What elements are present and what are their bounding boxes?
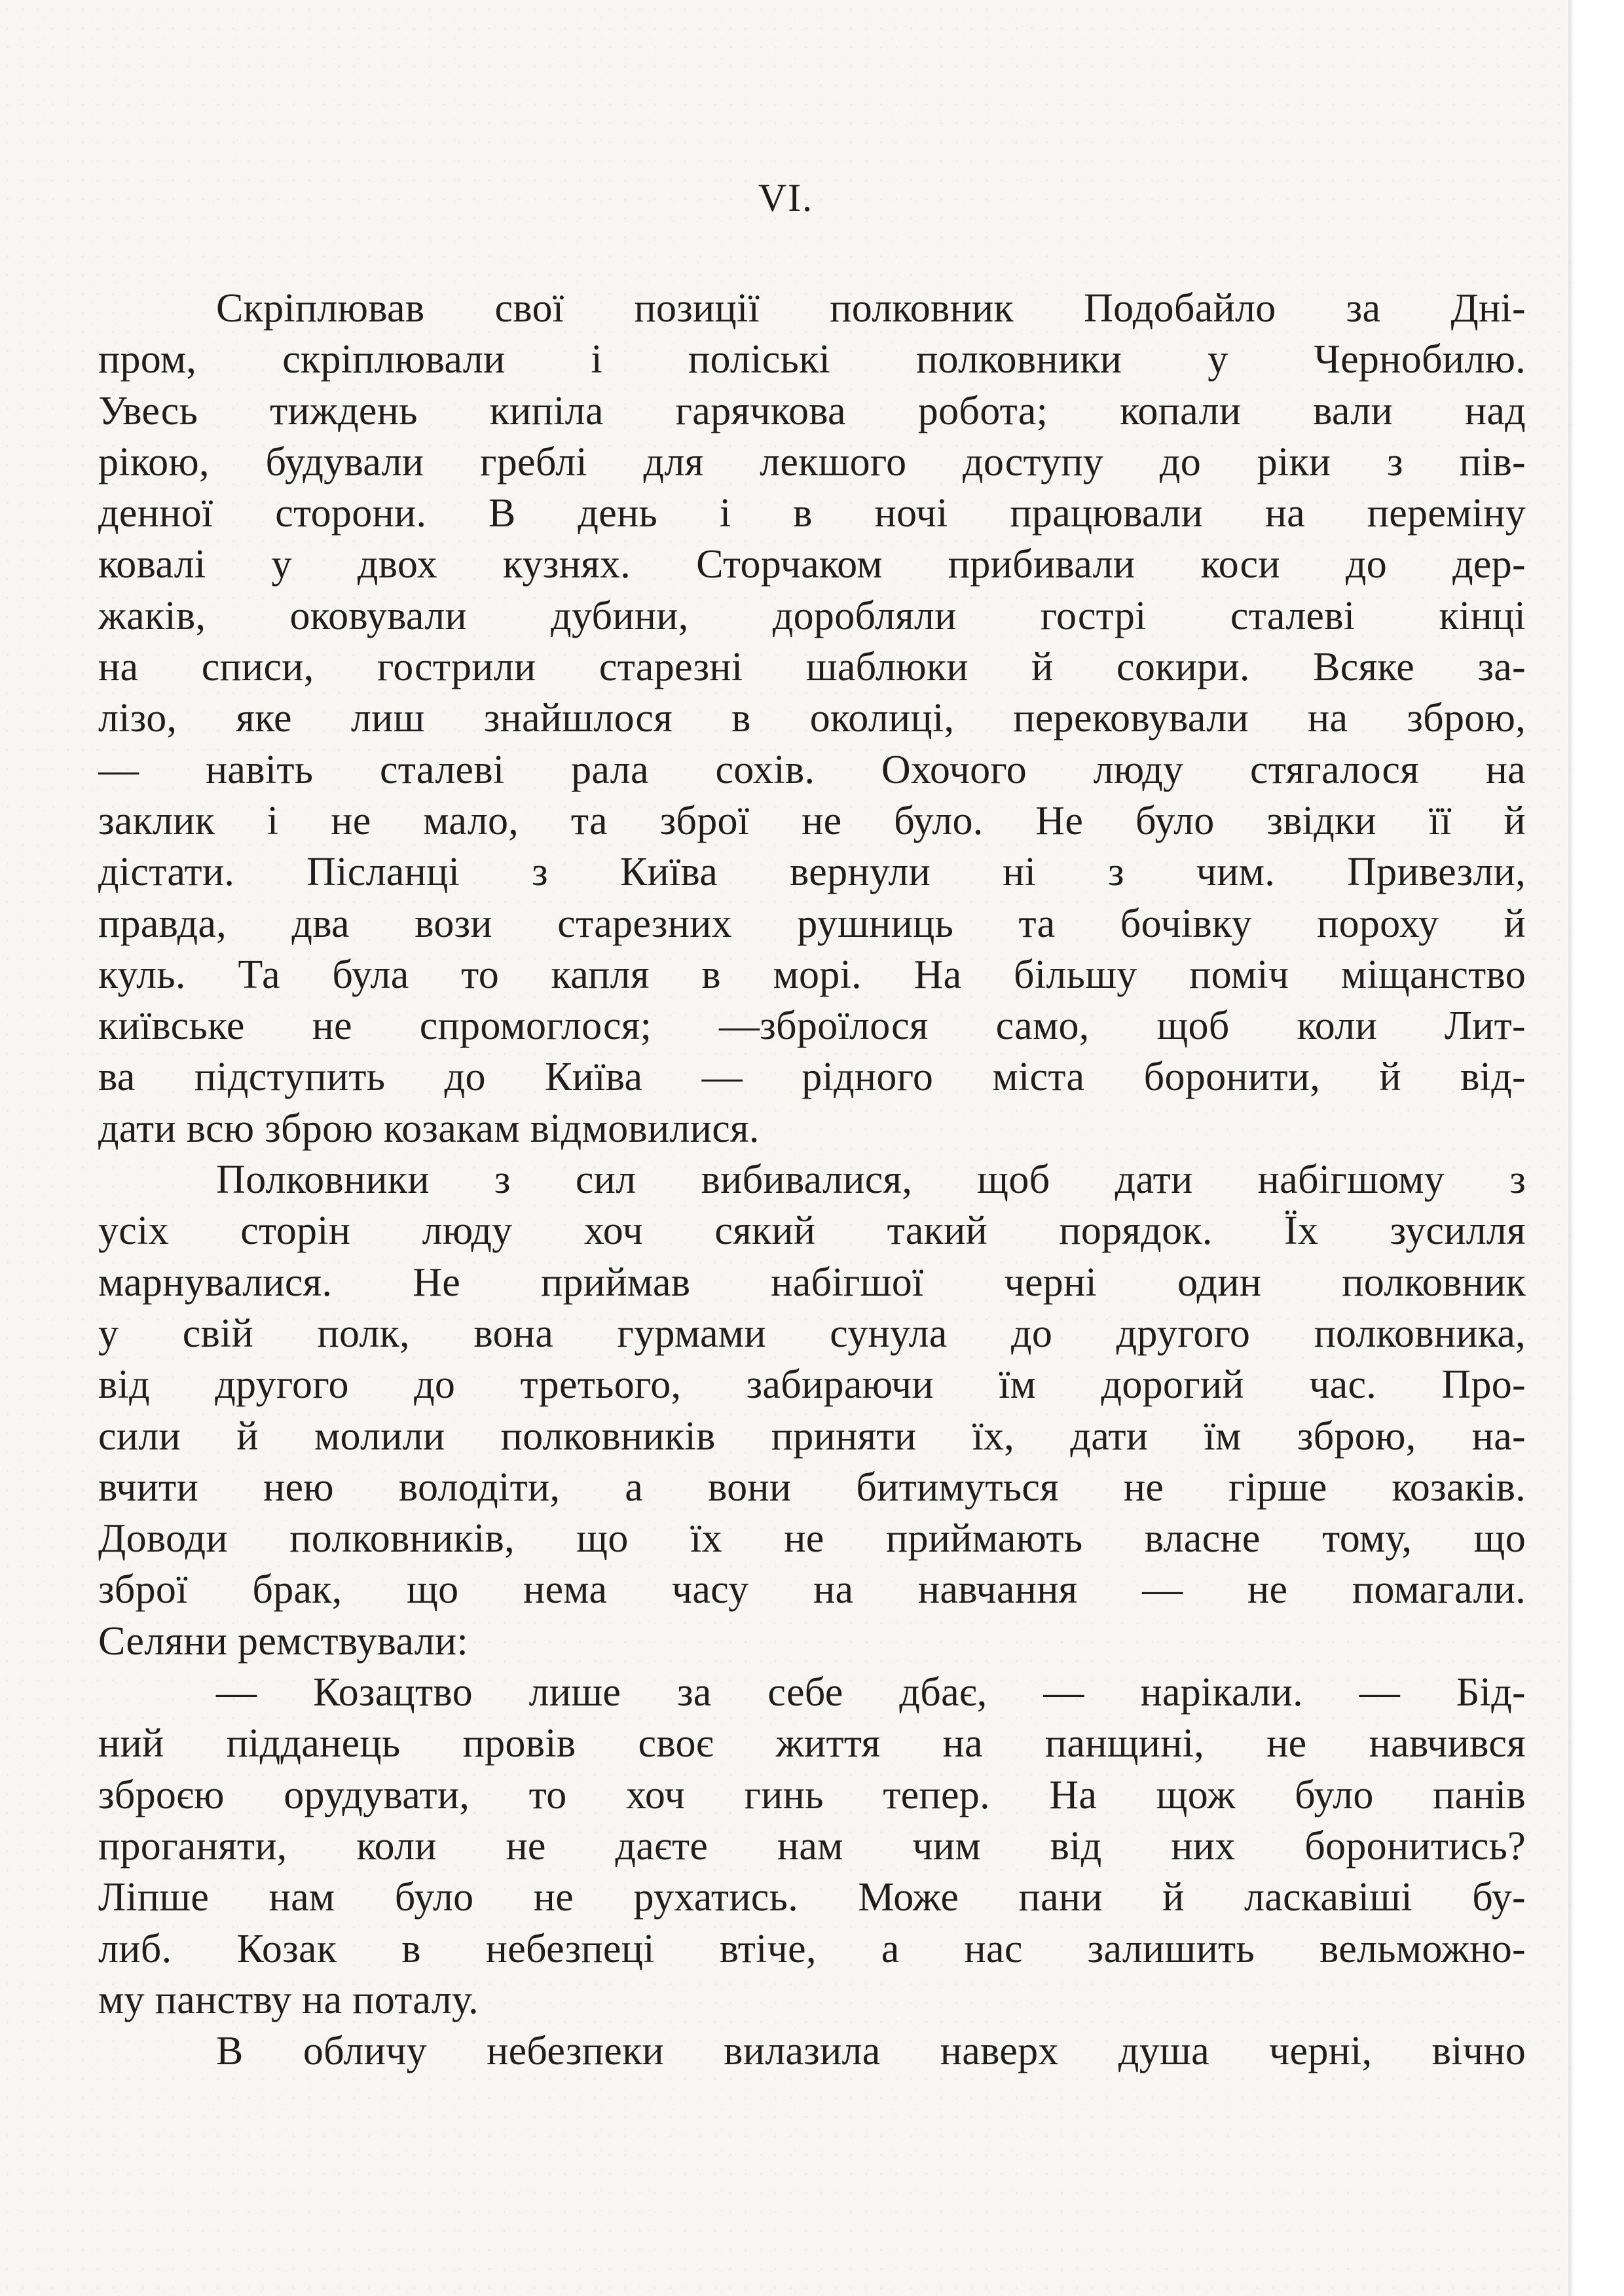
text-line: на списи, гострили старезні шаблюки й сокири. Всяке за- — [98, 645, 1526, 690]
text-line: пром, скріплювали і поліські полковники у Чернобилю. — [98, 337, 1526, 382]
body-text — [98, 283, 1526, 2077]
text-line: зброї брак, що нема часу на навчання — не помагали. — [98, 1567, 1526, 1613]
text-line: київське не спромоглося; —зброїлося само, щоб коли Лит- — [98, 1004, 1526, 1049]
text-line: марнувалися. Не приймав набігшої черні один полковник — [98, 1260, 1526, 1305]
text-line: ва підступить до Київа — рідного міста боронити, й від- — [98, 1055, 1526, 1100]
text-line: Полковники з сил вибивалися, щоб дати набігшому з — [216, 1157, 1526, 1203]
text-line: заклик і не мало, та зброї не було. Не було звідки її й — [98, 798, 1526, 843]
text-line: куль. Та була то капля в морі. На більшу поміч міщанство — [98, 952, 1526, 997]
text-line: рікою, будували греблі для лекшого доступу до ріки з пів- — [98, 439, 1526, 484]
text-line: Ліпше нам було не рухатись. Може пани й ласкавіші бу- — [98, 1875, 1526, 1920]
page-edge-shadow — [1568, 0, 1575, 2296]
text-line: дістати. Післанці з Київа вернули ні з чим. Привезли, — [98, 850, 1526, 895]
text-line: жаків, оковували дубини, доробляли гострі сталеві кінці — [98, 593, 1526, 638]
text-line: усіх сторін люду хоч сякий такий порядок. Їх зусилля — [98, 1209, 1526, 1254]
text-line: вчити нею володіти, а вони битимуться не гірше козаків. — [98, 1465, 1526, 1510]
text-line: либ. Козак в небезпеці втіче, а нас залишить вельможно- — [98, 1926, 1526, 1971]
text-line: правда, два вози старезних рушниць та бочівку пороху й — [98, 901, 1526, 946]
text-line: ний підданець провів своє життя на панщині, не навчився — [98, 1721, 1526, 1766]
text-line: від другого до третього, забираючи їм дорогий час. Про- — [98, 1362, 1526, 1408]
text-line: Доводи полковників, що їх не приймають власне тому, що — [98, 1516, 1526, 1561]
text-line: Скріплював свої позиції полковник Подобайло за Дні- — [216, 286, 1526, 331]
text-line: проганяти, коли не даєте нам чим від них боронитись? — [98, 1823, 1526, 1868]
text-line: сили й молили полковників приняти їх, дати їм зброю, на- — [98, 1413, 1526, 1459]
text-line: зброєю орудувати, то хоч гинь тепер. На щож було панів — [98, 1772, 1526, 1817]
text-line: Селяни ремствували: — [98, 1618, 469, 1664]
text-line: — Козацтво лише за себе дбає, — нарікали. — Бід- — [216, 1670, 1526, 1715]
text-line: у свій полк, вона гурмами сунула до другого полковника, — [98, 1311, 1526, 1356]
chapter-heading: VI. — [758, 176, 814, 219]
text-line: Увесь тиждень кипіла гарячкова робота; копали вали над — [98, 388, 1526, 433]
text-line: денної сторони. В день і в ночі працювали на переміну — [98, 491, 1526, 536]
text-line: В обличу небезпеки вилазила наверх душа черні, вічно — [216, 2029, 1526, 2074]
text-line: дати всю зброю козакам відмовилися. — [98, 1106, 760, 1151]
text-line: ковалі у двох кузнях. Сторчаком прибивали коси до дер- — [98, 542, 1526, 587]
text-line: лізо, яке лиш знайшлося в околиці, перековували на зброю, — [98, 696, 1526, 741]
text-line: — навіть сталеві рала сохів. Охочого люду стягалося на — [98, 747, 1526, 792]
text-line: му панству на поталу. — [98, 1977, 479, 2022]
